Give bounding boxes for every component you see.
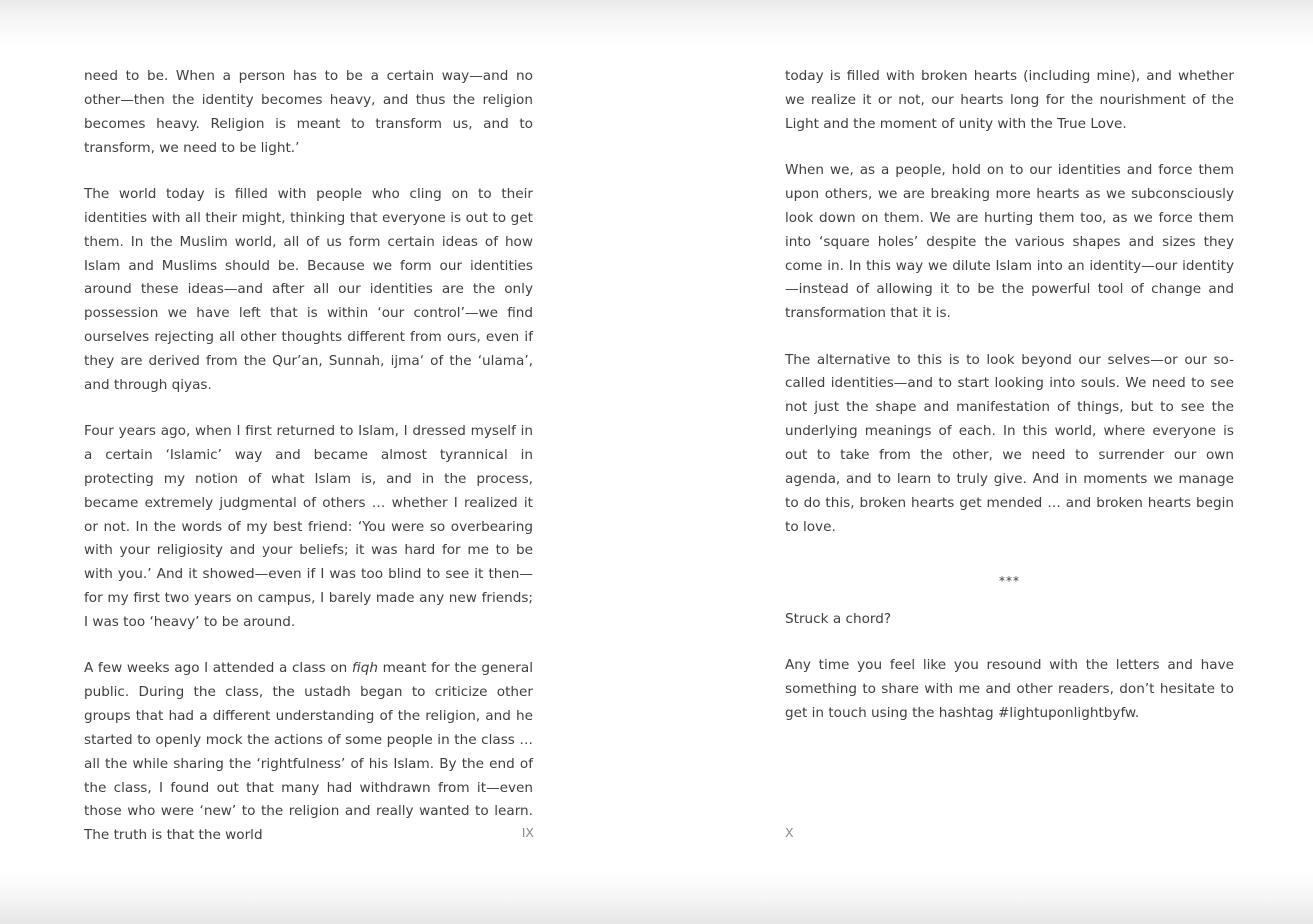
paragraph: today is filled with broken hearts (including mine), and whether we realize it or not, our hearts long for the nourishment of the Light and the moment of unity with the True Love. [785, 68, 1234, 132]
left-page [84, 65, 533, 848]
paragraph: need to be. When a person has to be a certain way—and no other—then the identity becomes heavy, and thus the religion becomes heavy. Religion is meant to transform us, and to transform, we need to be light.’ [84, 68, 533, 156]
emphasis-text: fiqh [351, 660, 378, 677]
bottom-shadow [0, 870, 1313, 924]
paragraph: The world today is filled with people who cling on to their identities with all their might, thinking that everyone is out to get them. In the Muslim world, all of us form certain ideas of how Islam and Muslims should be. Because we form our identities around these ideas—and after all our identities are the only possession we have left that is within ‘our control’—we find ourselves rejecting all other thoughts different from ours, even if they are derived from the Qur’an, Sunnah, ijma‘ of the ‘ulama’, and through qiyas. [84, 185, 533, 393]
paragraph [84, 657, 533, 848]
paragraph: The alternative to this is to look beyond our selves—or our so-called identities—and to start looking into souls. We need to see not just the shape and manifestation of things, but to see the underlying meanings of each. In this world, where everyone is out to take from the other, we need to surrender our own agenda, and to learn to truly give. And in moments we manage to do this, broken hearts get mended … and broken hearts begin to love. [785, 351, 1234, 535]
section-separator: *** [999, 573, 1020, 588]
closing-paragraph: Any time you feel like you resound with the letters and have something to share with me and other readers, don’t hesitate to get in touch using the hashtag #lightuponlightbyfw. [785, 657, 1234, 722]
right-page [785, 65, 1234, 726]
paragraph: When we, as a people, hold on to our identities and force them upon others, we are breaking more hearts as we subconsciously look down on them. We are hurting them too, as we force them into ‘square holes’ despite the various shapes and sizes they come in. In this way we dilute Islam into an identity—our identity—instead of allowing it to be the powerful tool of change and transformation that it is. [785, 162, 1234, 322]
paragraph-text: A few weeks ago I attended a class on [84, 660, 352, 677]
top-shadow [0, 0, 1313, 48]
section-heading: Struck a chord? [785, 610, 892, 627]
page-number-right: X [785, 825, 794, 840]
page-number-left: IX [521, 825, 534, 840]
paragraph: Four years ago, when I first returned to Islam, I dressed myself in a certain ‘Islamic’ way and became almost tyrannical in protecting my notion of what Islam is, and in the process, became extremely judgmental of others … whether I realized it or not. In the words of my best friend: ‘You were so overbearing with your religiosity and your beliefs; it was hard for me to be with you.’ And it showed—even if I was too blind to see it then—for my first two years on campus, I barely made any new friends; I was too ‘heavy’ to be around. [84, 423, 533, 630]
paragraph-text: meant for the general public. During the class, the ustadh began to criticize other groups that had a different understanding of the religion, and he started to openly mock the actions of some people in the class … all the while sharing the ‘rightfulness’ of his Islam. By the end of the class, I found out that many had withdrawn from it—even those who were ‘new’ to the religion and really wanted to learn. The truth is that the world [84, 660, 533, 844]
